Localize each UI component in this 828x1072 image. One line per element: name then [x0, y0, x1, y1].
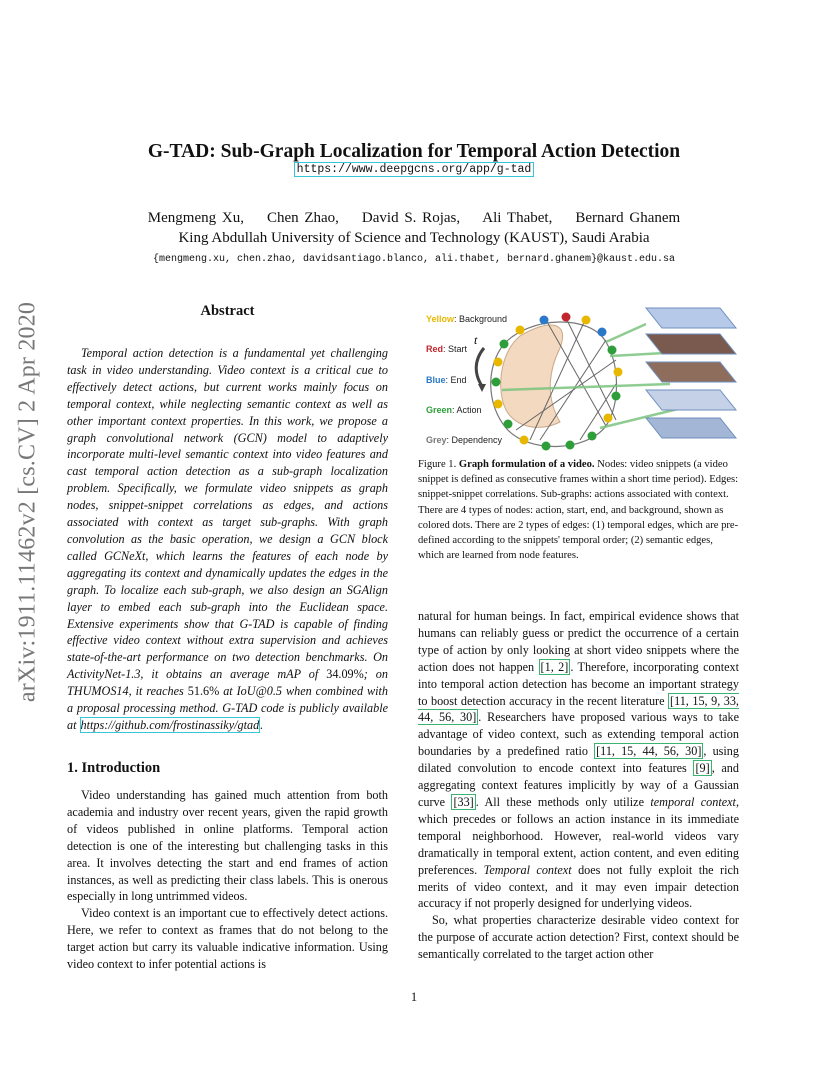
time-label: t: [474, 333, 478, 347]
project-url[interactable]: [0, 163, 828, 176]
caption-text: Nodes: video snippets (a video snippet is defined as consecutive frames within a short time period). Edges: snippet-snippet correlations. Sub-graphs: actions associated with context. There are 4 types of nodes: action, start, end, and background, shown as colored dots. There are 2 types of edges: (1) temporal edges, which are pre-defined according to the snippets' temporal order; (2) semantic edges, which are learned from node features.: [418, 459, 739, 562]
citation-2[interactable]: [11, 15, 9, 33, 44, 56, 30]: [418, 693, 739, 725]
right-column-text: [418, 608, 739, 963]
citation-5[interactable]: [33]: [453, 794, 474, 809]
right-paragraph-2: So, what properties characterize desirable video context for the purpose of accurate action detection? First, context should be semantically correlated to the target action other: [418, 913, 739, 962]
intro-paragraph-1: Video understanding has gained much attention from both academia and industry over recent years, given the rapid growth of videos published in online platforms. Temporal action detection is one of the interesting but challenging tasks in this area. It involves detecting the start and end frames of action instances, as well as predicting their class labels. This is onerous especially in long untrimmed videos.: [67, 788, 388, 904]
citation-4[interactable]: [9]: [695, 761, 710, 776]
figure-1-caption: [418, 457, 739, 563]
video-snippet-frames: [646, 308, 736, 438]
introduction-text: [67, 787, 388, 973]
code-link[interactable]: https://github.com/frostinassiky/gtad: [80, 717, 260, 732]
affiliation: King Abdullah University of Science and Technology (KAUST), Saudi Arabia: [178, 230, 650, 246]
legend-background: Yellow: Background: [426, 314, 508, 324]
arxiv-identifier: arXiv:1911.11462v2 [cs.CV] 2 Apr 2020: [14, 301, 41, 703]
abstract-heading: Abstract: [200, 303, 255, 319]
citation-3[interactable]: [11, 15, 44, 56, 30]: [596, 744, 702, 759]
project-url-link[interactable]: https://www.deepgcns.org/app/g-tad: [294, 162, 535, 177]
author-emails: {mengmeng.xu, chen.zhao, davidsantiago.blanco, ali.thabet, bernard.ghanem}@kaust.edu.sa: [152, 254, 676, 265]
legend-start: Red: Start: [426, 344, 468, 354]
figure-1-graph: [420, 300, 744, 452]
abstract-text: Temporal action detection is a fundamental yet challenging task in video understanding. Video context is a critical cue to effectively detect actions, but current works mainly focus on temporal context, while neglecting semantic context as well as other important context properties. In this work, we propose a graph convolutional network (GCN) model to adaptively incorporate multi-level semantic context into video features and cast temporal action detection as a sub-graph localization problem. Specifically, we formulate video snippets as graph nodes, snippet-snippet correlations as edges, and actions associated with context as target sub-graphs. With graph convolution as the basic operation, we design a GCN block called GCNeXt, which learns the features of each node by aggregating its context and dynamically updates the edges in the graph. To localize each sub-graph, we also design an SGAlign layer to embed each sub-graph into the Euclidean space. Extensive experiments show that G-TAD is capable of finding effective video context without extra supervision and achieves state-of-the-art performance on two detection benchmarks. On ActivityNet-1.3, it obtains an average mAP of 34.09%; on THUMOS14, it reaches 51.6% at IoU@0.5 when combined with a proposal processing method. G-TAD code is publicly available at https://github.com/frostinassiky/gtad.: [67, 346, 388, 732]
thumos-value: 51.6%: [187, 684, 220, 699]
time-arrow-head: [478, 384, 486, 392]
time-arrow: [476, 348, 484, 386]
legend-dependency: Grey: Dependency: [426, 435, 503, 445]
intro-paragraph-2: Video context is an important cue to effectively detect actions. Here, we refer to context as frames that do not belong to the target action but carry its valuable indicative information. Using video context to infer potential actions is: [67, 906, 388, 972]
citation-1[interactable]: [1, 2]: [540, 659, 569, 674]
right-paragraph-1: natural for human beings. In fact, empirical evidence shows that humans can reliably guess or predict the occurrence of a certain type of action by only looking at short video snippets where the action does not happen [1, 2] . Therefore, incorporating context into temporal action detection has become an important strategy to boost detection accuracy in the recent literature [11, 15, 9, 33, 44, 56, 30] . Researchers have proposed various ways to take advantage of video context, such as extending temporal action boundaries by a predefined ratio [11, 15, 44, 56, 30] , using dilated convolution to encode context into features [9] , and aggregating context features implicitly by way of a Gaussian curve [33] . All these methods only utilize temporal context, which precedes or follows an action instance in its immediate temporal neighborhood. However, real-world videos vary dramatically in temporal extent, action content, and even editing preferences. Temporal context does not fully exploit the rich merits of video context, and it may even impair detection accuracy if not properly designed for underlying videos.: [418, 609, 740, 911]
author-list: Mengmeng Xu, Chen Zhao, David S. Rojas, Ali Thabet, Bernard Ghanem: [147, 210, 681, 226]
caption-label: Figure 1.: [418, 459, 457, 470]
legend-end: Blue: End: [426, 375, 467, 385]
map-value: 34.09%: [326, 667, 364, 682]
legend-action: Green: Action: [426, 405, 482, 415]
caption-title: Graph formulation of a video.: [458, 459, 595, 470]
sub-graph-region: [501, 325, 563, 427]
paper-title: G-TAD: Sub-Graph Localization for Temporal Action Detection: [147, 141, 681, 162]
page-number: 1: [410, 990, 418, 1004]
introduction-heading: 1. Introduction: [67, 760, 161, 776]
arxiv-sidebar: [8, 292, 48, 712]
